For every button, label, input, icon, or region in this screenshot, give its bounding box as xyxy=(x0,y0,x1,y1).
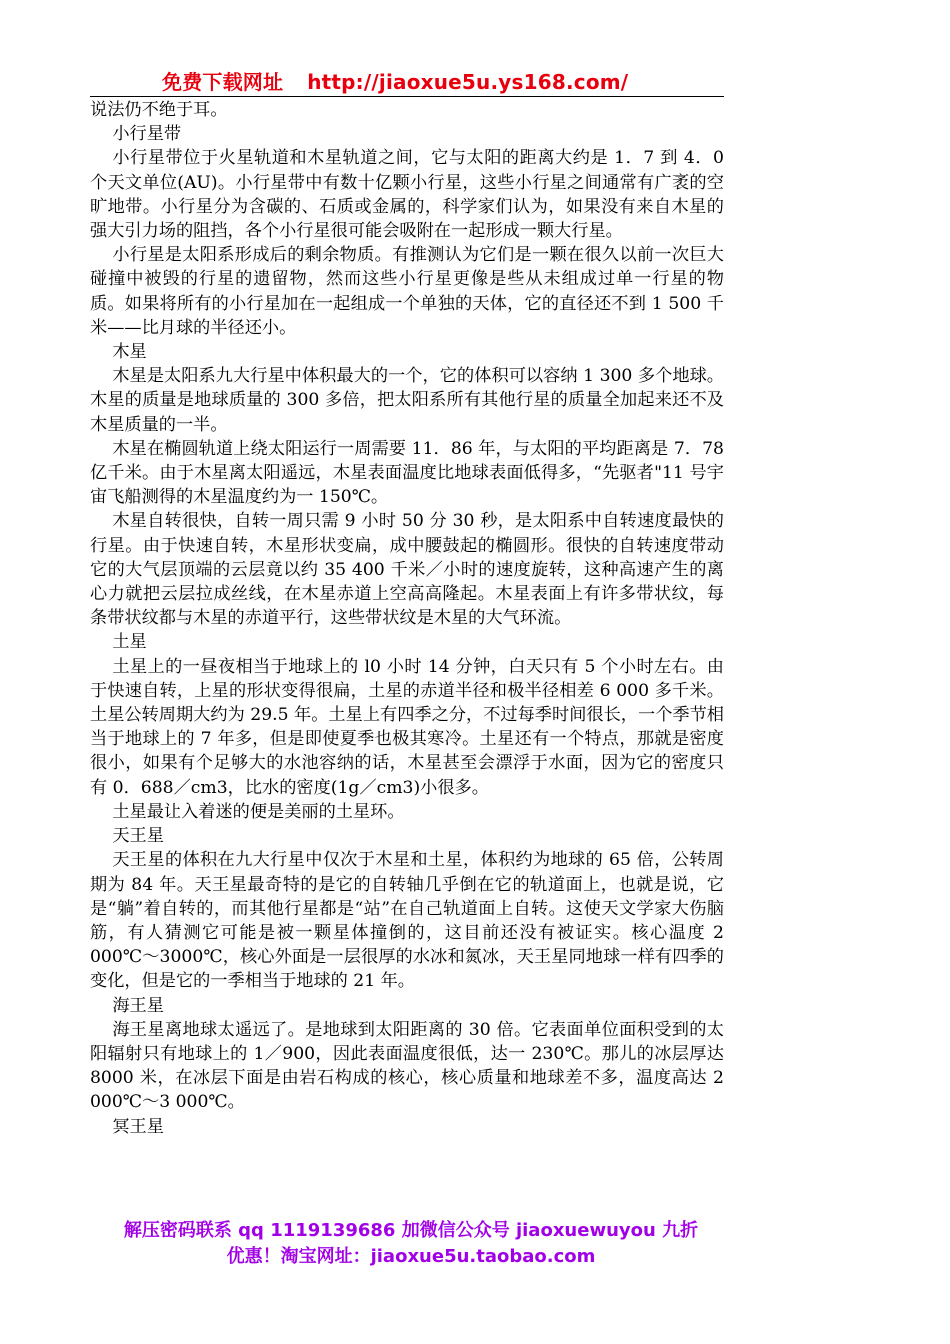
section-heading-neptune: 海王星 xyxy=(112,995,164,1016)
section-heading-jupiter: 木星 xyxy=(112,342,147,363)
paragraph-neptune-1: 海王星离地球太遥远了。是地球到太阳距离的 30 倍。它表面单位面积受到的太阳辐射只有地球上的 1／900，因此表面温度很低，达一 230℃。那儿的冰层厚达 8000 米，在冰层下面是由岩石构成的核心，核心质量和地球差不多，温度高达 2 000℃～3 000℃。 xyxy=(90,1019,724,1113)
paragraph-jupiter-1: 木星是太阳系九大行星中体积最大的一个，它的体积可以容纳 1 300 多个地球。木星的质量是地球质量的 300 多倍，把太阳系所有其他行星的质量全加起来还不及木星质量的一半。 xyxy=(90,366,724,435)
paragraph-uranus-1: 天王星的体积在九大行星中仅次于木星和土星，体积约为地球的 65 倍，公转周期为 84 年。天王星最奇特的是它的自转轴几乎倒在它的轨道面上，也就是说，它是“躺”着自转的，而其他行星都是“站”在自己轨道面上自转。这使天文学家大伤脑筋，有人猜测它可能是被一颗星体撞倒的，这目前还没有被证实。核心温度 2 000℃～3000℃，核心外面是一层很厚的水冰和氮冰，天王星同地球一样有四季的变化，但是它的一季相当于地球的 21 年。 xyxy=(90,850,724,992)
paragraph-saturn-1: 土星上的一昼夜相当于地球上的 l0 小时 14 分钟，白天只有 5 个小时左右。由于快速自转，上星的形状变得很扁，土星的赤道半径和极半径相差 6 000 多千米。土星公转周期大约为 29.5 年。土星上有四季之分，不过每季时间很长，一个季节相当于地球上的 7 年多，但是即使夏季也极其寒冷。土星还有一个特点，那就是密度很小，如果有个足够大的水池容纳的话，木星甚至会漂浮于水面，因为它的密度只有 0．688／cm3，比水的密度(1g／cm3)小很多。 xyxy=(90,656,724,798)
intro-tail-text: 说法仍不绝于耳。 xyxy=(90,100,228,120)
paragraph-saturn-2: 土星最让入着迷的便是美丽的土星环。 xyxy=(112,801,405,822)
paragraph-asteroid-1: 小行星带位于火星轨道和木星轨道之间，它与太阳的距离大约是 1．7 到 4．0 个天文单位(AU)。小行星带中有数十亿颗小行星，这些小行星之间通常有广袤的空旷地带。小行星分为含碳的、石质或金属的，科学家们认为，如果没有来自木星的强大引力场的阻挡，各个小行星很可能会吸附在一起形成一颗大行星。 xyxy=(90,148,724,242)
section-heading-asteroid-belt: 小行星带 xyxy=(112,124,182,145)
page-footer xyxy=(96,1218,726,1270)
section-heading-saturn: 土星 xyxy=(112,632,147,653)
footer-line-2: 优惠！淘宝网址：jiaoxue5u.taobao.com xyxy=(226,1246,596,1267)
section-heading-uranus: 天王星 xyxy=(112,826,164,847)
header-line xyxy=(162,66,628,95)
footer-line-1: 解压密码联系 qq 1119139686 加微信公众号 jiaoxuewuyou 九折 xyxy=(123,1220,699,1241)
paragraph-asteroid-2: 小行星是太阳系形成后的剩余物质。有推测认为它们是一颗在很久以前一次巨大碰撞中被毁的行星的遗留物，然而这些小行星更像是些从未组成过单一行星的物质。如果将所有的小行星加在一起组成一个单独的天体，它的直径还不到 1 500 千米——比月球的半径还小。 xyxy=(90,245,724,338)
document-body xyxy=(90,98,724,1139)
page-header xyxy=(90,66,724,97)
paragraph-jupiter-2: 木星在椭圆轨道上绕太阳运行一周需要 11．86 年，与太阳的平均距离是 7．78 亿千米。由于木星离太阳遥远，木星表面温度比地球表面低得多，“先驱者"11 号宇宙飞船测得的木星温度约为一 150℃。 xyxy=(90,438,724,508)
header-title: 免费下载网址 xyxy=(162,70,284,94)
paragraph-jupiter-3: 木星自转很快，自转一周只需 9 小时 50 分 30 秒，是太阳系中自转速度最快的行星。由于快速自转，木星形状变扁，成中腰鼓起的椭圆形。很快的自转速度带动它的大气层顶端的云层竟以约 35 400 千米／小时的速度旋转，这种高速产生的离心力就把云层拉成丝线，在木星赤道上空高高隆起。木星表面上有许多带状纹，每条带状纹都与木星的赤道平行，这些带状纹是木星的大气环流。 xyxy=(90,511,724,629)
header-url-link[interactable]: http://jiaoxue5u.ys168.com/ xyxy=(307,70,629,94)
section-heading-pluto: 冥王星 xyxy=(112,1116,164,1137)
